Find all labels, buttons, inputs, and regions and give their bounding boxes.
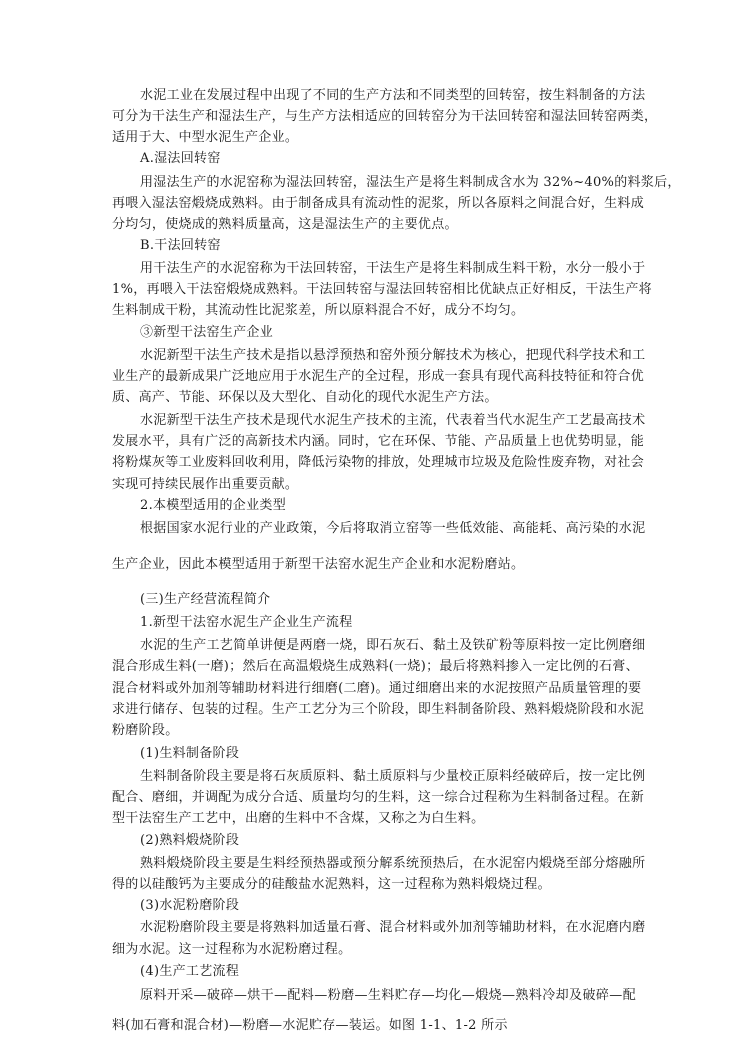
text-line: 生料制备阶段主要是将石灰质原料、黏土质原料与少量校正原料经破碎后，按一定比例	[140, 769, 646, 784]
text-line: 配合、磨细，并调配为成分合适、质量均匀的生料，这一综合过程称为生料制备过程。在新	[112, 790, 645, 805]
text-line: 型干法窑生产工艺中，出磨的生料中不含煤，又称之为白生料。	[112, 811, 485, 826]
text-line: 用干法生产的水泥窑称为干法回转窑，干法生产是将生料制成生料干粉，水分一般小于	[140, 261, 646, 276]
text-line: 生料制成干粉，其流动性比泥浆差，所以原料混合不好，成分不均匀。	[112, 303, 525, 318]
text-line: 料(加石膏和混合材)—粉磨—水泥贮存—装运。如图 1-1、1-2 所示	[112, 1018, 508, 1033]
text-line: 熟料煅烧阶段主要是生料经预热器或预分解系统预热后，在水泥窑内煅烧至部分熔融所	[140, 856, 646, 871]
text-line: 得的以硅酸钙为主要成分的硅酸盐水泥熟料，这一过程称为熟料煅烧过程。	[112, 877, 551, 892]
text-line: 将粉煤灰等工业废料回收利用，降低污染物的排放，处理城市垃圾及危险性废弃物，对社会	[112, 455, 645, 470]
text-line: 求进行储存、包装的过程。生产工艺分为三个阶段，即生料制备阶段、熟料煅烧阶段和水泥	[112, 702, 645, 717]
section-heading: (4)生产工艺流程	[140, 964, 240, 979]
section-heading: B.干法回转窑	[140, 238, 221, 253]
text-line: 根据国家水泥行业的产业政策，今后将取消立窑等一些低效能、高能耗、高污染的水泥	[140, 521, 646, 536]
text-line: 混合形成生料(一磨)；然后在高温煅烧生成熟料(一烧)；最后将熟料掺入一定比例的石膏、	[112, 659, 639, 674]
text-line: 生产企业，因此本模型适用于新型干法窑水泥生产企业和水泥粉磨站。	[112, 557, 525, 572]
text-line: 水泥新型干法生产技术是现代水泥生产技术的主流，代表着当代水泥生产工艺最高技术	[140, 413, 646, 428]
text-line: 业生产的最新成果广泛地应用于水泥生产的全过程，形成一套具有现代高科技特征和符合优	[112, 369, 645, 384]
text-line: 1%，再喂入干法窑煅烧成熟料。干法回转窑与湿法回转窑相比优缺点正好相反，干法生产将	[112, 282, 652, 297]
text-line: 用湿法生产的水泥窑称为湿法回转窑，湿法生产是将生料制成含水为 32%~40%的料浆后，	[140, 175, 681, 190]
text-line: 可分为干法生产和湿法生产，与生产方法相适应的回转窑分为干法回转窑和湿法回转窑两类，	[112, 109, 658, 124]
text-line: 水泥粉磨阶段主要是将熟料加适量石膏、混合材料或外加剂等辅助材料，在水泥磨内磨	[140, 920, 646, 935]
text-line: 水泥工业在发展过程中出现了不同的生产方法和不同类型的回转窑，按生料制备的方法	[140, 88, 646, 103]
section-heading: (2)熟料煅烧阶段	[140, 833, 240, 848]
section-heading: (3)水泥粉磨阶段	[140, 898, 240, 913]
text-line: 混合材料或外加剂等辅助材料进行细磨(二磨)。通过细磨出来的水泥按照产品质量管理的要	[112, 681, 642, 696]
text-line: 质、高产、节能、环保以及大型化、自动化的现代水泥生产方法。	[112, 390, 498, 405]
text-line: 适用于大、中型水泥生产企业。	[112, 130, 299, 145]
section-heading: 1.新型干法窑水泥生产企业生产流程	[140, 615, 353, 630]
text-line: 粉磨阶段。	[112, 723, 179, 738]
section-heading: A.湿法回转窑	[140, 151, 221, 166]
text-line: 原料开采—破碎—烘干—配料—粉磨—生料贮存—均化—煅烧—熟料冷却及破碎—配	[140, 988, 636, 1003]
text-line: 实现可持续民展作出重要贡献。	[112, 477, 299, 492]
section-heading: (三)生产经营流程简介	[140, 592, 271, 607]
section-heading: (1)生料制备阶段	[140, 746, 240, 761]
text-line: 再喂入湿法窑煅烧成熟料。由于制备成具有流动性的泥浆，所以各原料之间混合好，生料成	[112, 196, 645, 211]
text-line: 发展水平，具有广泛的高新技术内涵。同时，它在环保、节能、产品质量上也优势明显，能	[112, 434, 645, 449]
section-heading: ③新型干法窑生产企业	[140, 325, 274, 340]
text-line: 水泥的生产工艺简单讲便是两磨一烧，即石灰石、黏土及铁矿粉等原料按一定比例磨细	[140, 638, 646, 653]
text-line: 细为水泥。这一过程称为水泥粉磨过程。	[112, 942, 352, 957]
text-line: 分均匀，使烧成的熟料质量高，这是湿法生产的主要优点。	[112, 217, 458, 232]
text-line: 水泥新型干法生产技术是指以悬浮预热和窑外预分解技术为核心，把现代科学技术和工	[140, 348, 646, 363]
section-heading: 2.本模型适用的企业类型	[140, 498, 287, 513]
